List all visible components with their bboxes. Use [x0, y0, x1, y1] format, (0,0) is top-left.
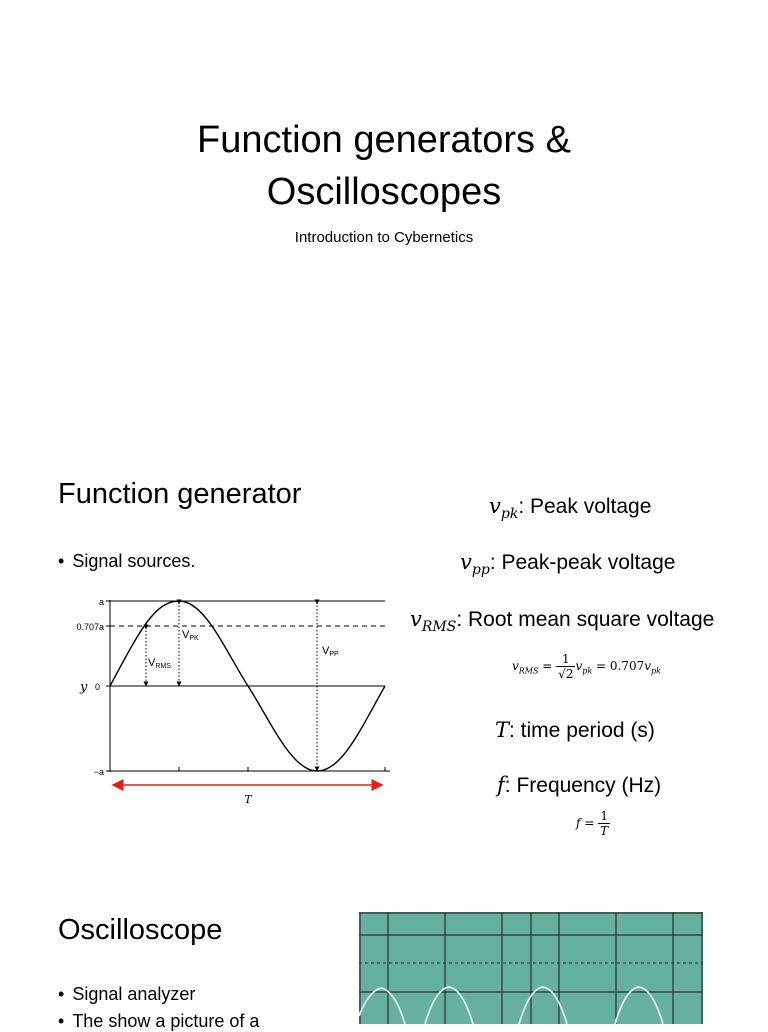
bullet-item: • Signal analyzer — [58, 984, 195, 1005]
vpk-label: VPK — [182, 629, 199, 642]
def-peak-voltage — [489, 494, 651, 522]
vrms-symbol: $v_{RMS}$ — [410, 607, 457, 636]
y-axis-label: y — [80, 680, 88, 695]
t-text: : time period (s) — [509, 719, 655, 742]
vpp-symbol: $v_{pp}$ — [460, 550, 490, 579]
vpp-label: VPP — [322, 645, 339, 658]
vrms-text: : Root mean square voltage — [456, 608, 715, 631]
def-rms-voltage — [410, 607, 714, 635]
frequency-formula: f = $\frac{1}{T}$ — [576, 809, 609, 838]
vpp-text: : Peak-peak voltage — [489, 551, 676, 574]
def-peak-peak-voltage — [460, 550, 675, 578]
tick-label-neg-a: −a — [93, 767, 104, 777]
slide-heading: Oscilloscope — [58, 914, 223, 946]
vpk-text: : Peak voltage — [518, 495, 652, 518]
period-label: T — [244, 793, 252, 806]
def-frequency — [497, 773, 661, 798]
tick-label-0707a: 0.707a — [76, 622, 104, 632]
oscilloscope-screen — [359, 912, 703, 1024]
tick-label-a: a — [98, 597, 104, 607]
bullet-item: • The show a picture of a — [58, 1011, 259, 1032]
title-part-ampersand: & — [535, 119, 571, 161]
title-slide — [0, 0, 768, 440]
slide-title — [0, 116, 768, 164]
title-part-function: Function — [197, 119, 354, 161]
bullet-item: • Signal sources. — [58, 551, 195, 572]
slide-subtitle: Introduction to Cybernetics — [294, 229, 474, 246]
slide-heading: Function generator — [58, 478, 302, 510]
vpk-symbol: $v_{pk}$ — [489, 494, 519, 523]
title-part-generators: generators — [353, 119, 536, 161]
t-symbol: T — [495, 718, 510, 742]
oscilloscope-slide — [0, 880, 768, 1031]
f-symbol: f — [497, 773, 505, 797]
function-generator-slide — [0, 440, 768, 880]
tick-label-0: 0 — [94, 682, 100, 692]
vrms-label: VRMS — [148, 657, 171, 670]
def-time-period — [495, 718, 655, 743]
sine-wave-diagram — [60, 590, 400, 810]
f-text: : Frequency (Hz) — [504, 774, 662, 797]
vrms-formula: $v_{RMS}$ = $\frac{1}{√2}$ $v_{pk} = 0.707v_{pk}$ — [512, 652, 661, 681]
slide-title-line2: Oscilloscopes — [266, 171, 502, 213]
